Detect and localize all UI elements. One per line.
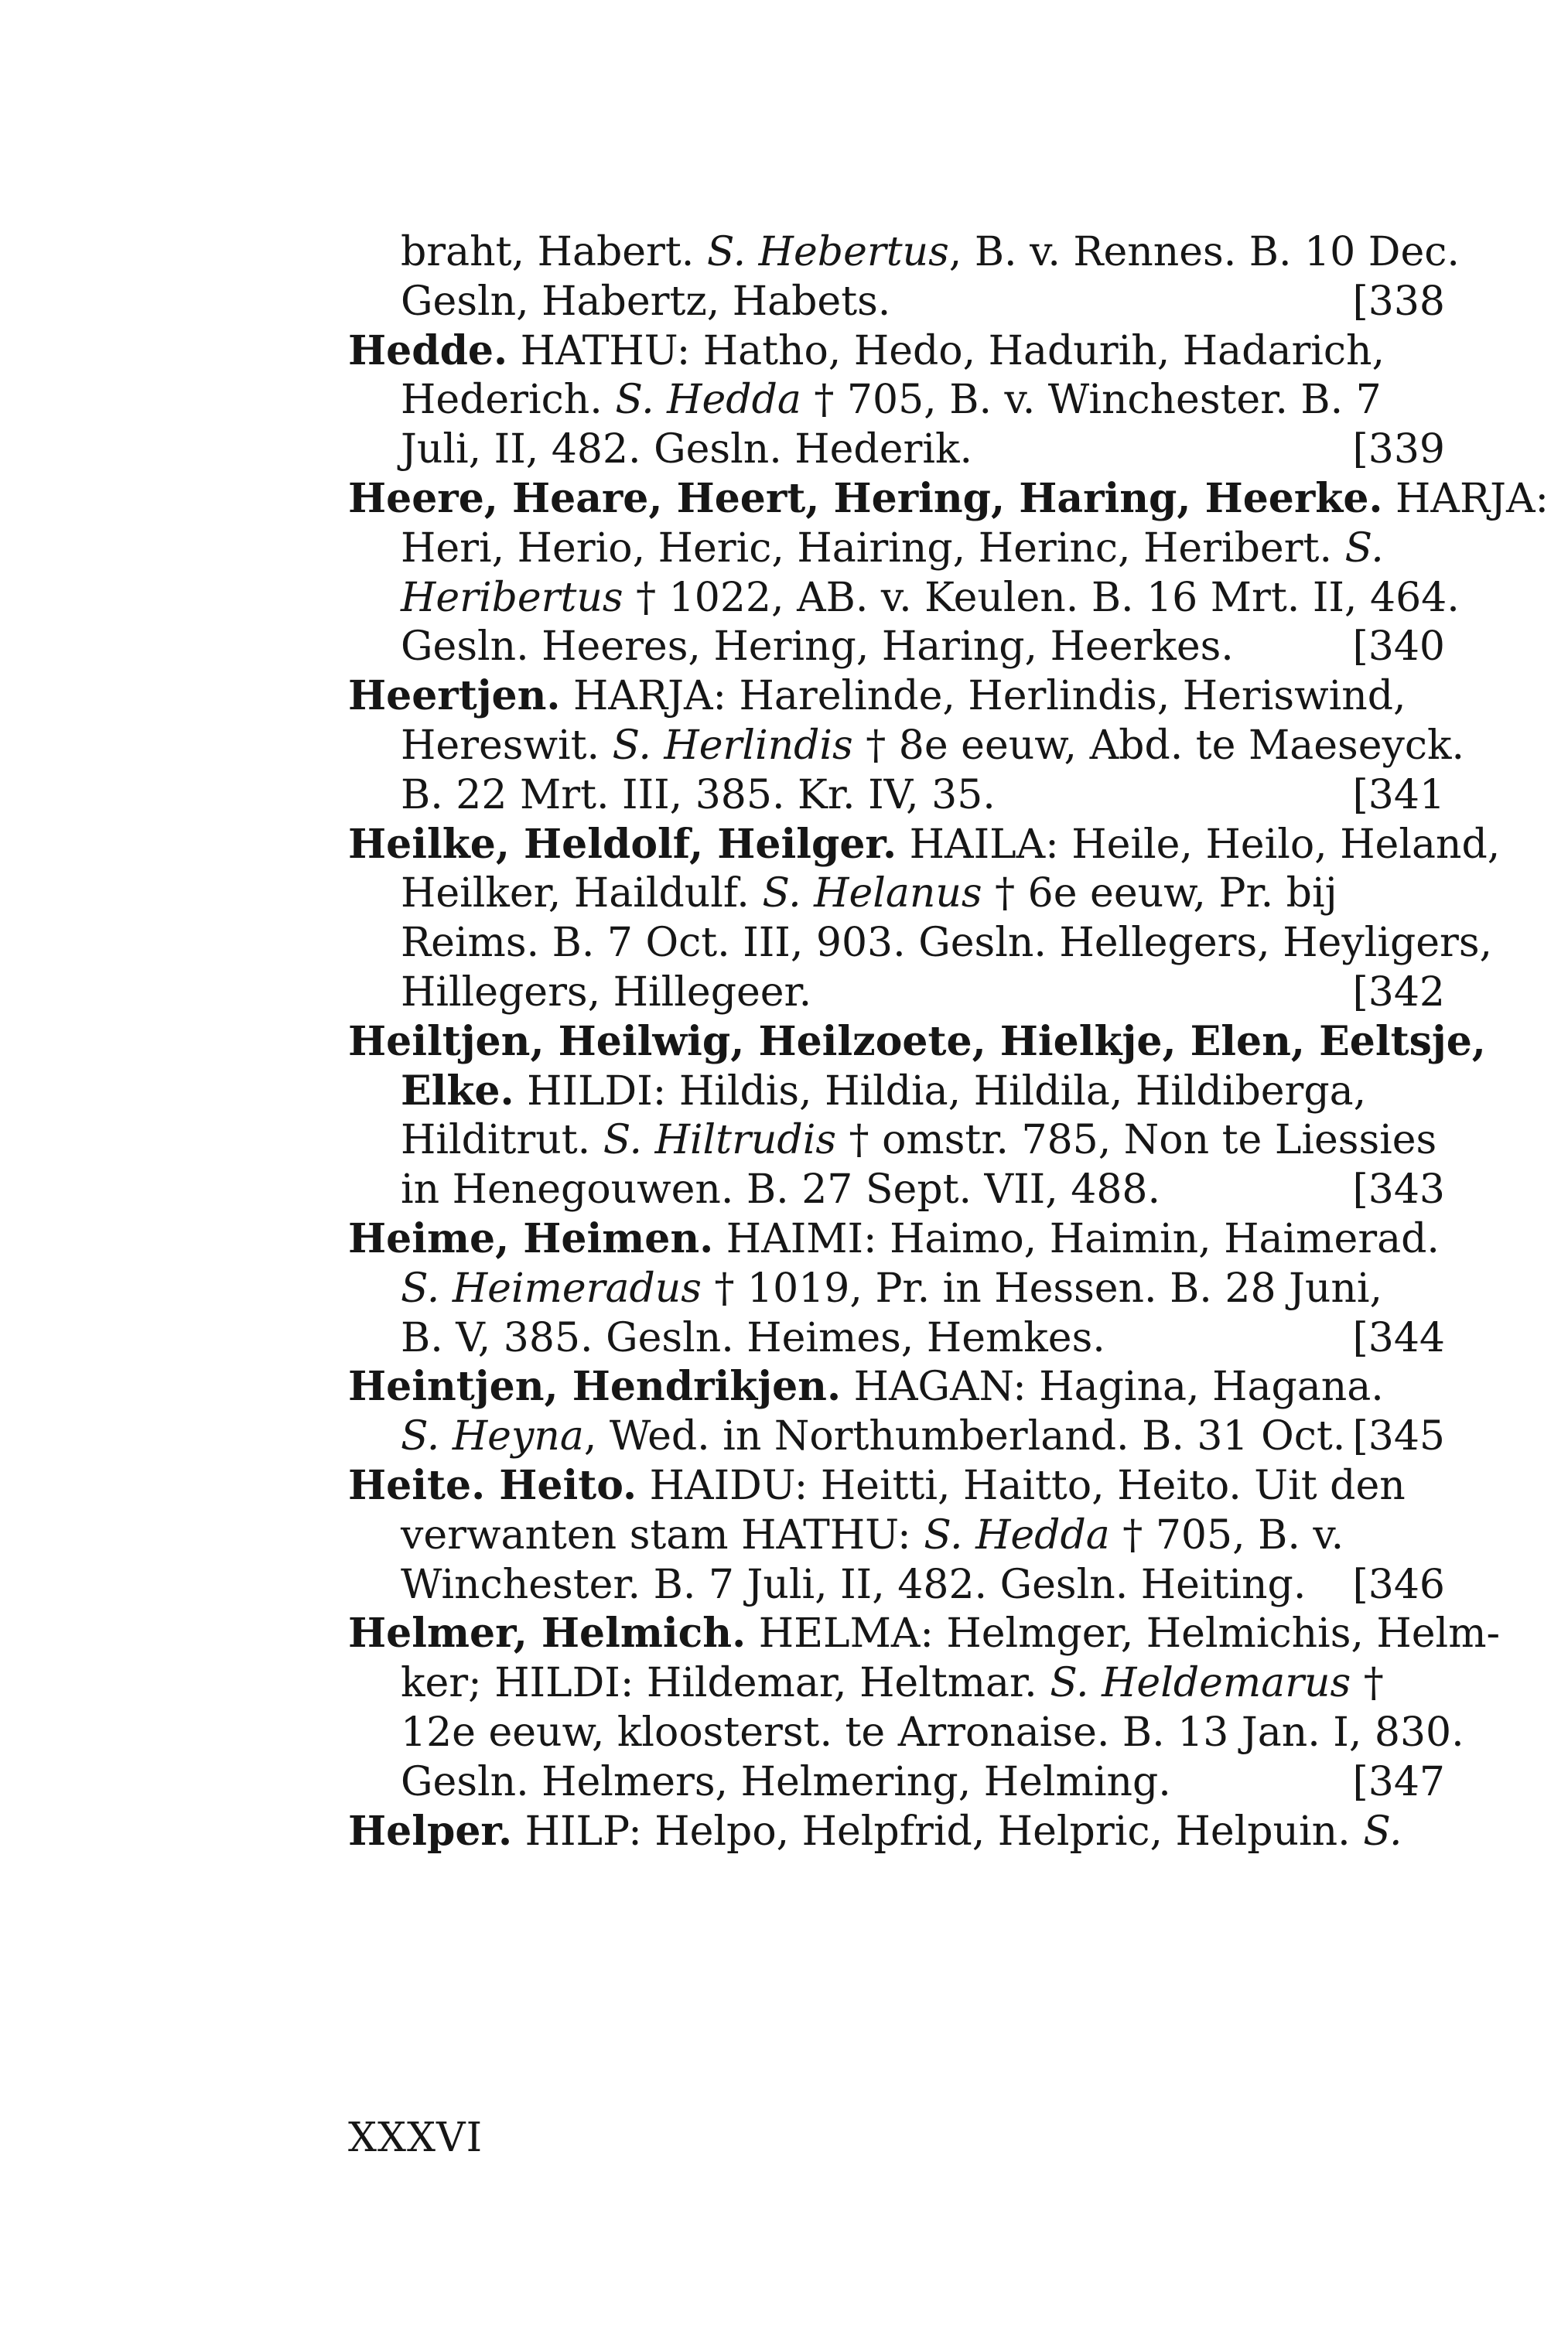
entry-line: [401, 377, 1445, 423]
entry-line: [401, 1562, 1445, 1608]
entry-text: † omstr. 785, Non te Liessies: [836, 1117, 1437, 1164]
entry-line: [401, 722, 1465, 769]
entry-text: † 705, B. v.: [1109, 1511, 1344, 1559]
headword: Heertjen.: [348, 672, 561, 720]
entry-line: [401, 525, 1445, 572]
entry-line: [401, 1265, 1445, 1312]
entry-line: [401, 229, 1460, 275]
entry-text: HARJA:: [1382, 476, 1549, 522]
entry-text: Winchester. B. 7 Juli, II, 482. Gesln. Heiting.: [401, 1561, 1307, 1608]
entry-text: Hillegers, Hillegeer.: [401, 969, 812, 1016]
entry-line: [401, 772, 1445, 818]
entry-text: HARJA: Harelinde, Herlindis, Heriswind,: [560, 673, 1406, 720]
headword: Heiltjen, Heilwig, Heilzoete, Hielkje, Elen, Eeltsje,: [348, 1017, 1486, 1065]
entry-line: [401, 1117, 1445, 1163]
entry-line: [401, 1512, 1445, 1559]
entry-text: HATHU: Hatho, Hedo, Hadurih, Hadarich,: [507, 327, 1385, 374]
entry-text: Juli, II, 482. Gesln. Hederik.: [401, 426, 972, 473]
entry-text: HAIMI: Haimo, Haimin, Haimerad.: [713, 1216, 1440, 1262]
entry-line: [401, 426, 1445, 473]
entry-line: [401, 1166, 1445, 1213]
entry-text: † 705, B. v. Winchester. B. 7: [801, 377, 1382, 424]
page-number: XXXVI: [348, 2115, 483, 2161]
entry-text: Heri, Herio, Heric, Hairing, Herinc, Heribert.: [401, 524, 1345, 572]
entry-text: Gesln. Helmers, Helmering, Helming.: [401, 1758, 1171, 1805]
headword: Helper.: [348, 1807, 513, 1855]
headword: Helmer, Helmich.: [348, 1610, 746, 1658]
entry-reference-number: [338: [1352, 278, 1445, 325]
headword: Heime, Heimen.: [348, 1215, 714, 1262]
entry-line: [401, 1660, 1445, 1706]
saint-name: Hebertus: [758, 229, 949, 275]
saint-name: S. Hedda: [924, 1511, 1110, 1559]
entry-text: HAILA: Heile, Heilo, Heland,: [897, 821, 1501, 868]
entry-text: in Henegouwen. B. 27 Sept. VII, 488.: [401, 1166, 1161, 1214]
entry-line: [401, 1759, 1445, 1805]
headword: Heintjen, Hendrikjen.: [348, 1363, 842, 1411]
entry-reference-number: [339: [1352, 426, 1445, 473]
entry-text: , Wed. in Northumberland. B. 31 Oct.: [583, 1413, 1346, 1460]
saint-name: S. Heldemarus: [1050, 1660, 1351, 1707]
entry-text: †: [1351, 1660, 1384, 1707]
entry-line: [401, 1068, 1445, 1115]
entry-line: [348, 1610, 1501, 1658]
saint-name: S. Hiltrudis: [603, 1117, 837, 1164]
entry-line: [348, 1017, 1486, 1065]
entry-text: † 8e eeuw, Abd. te Maeseyck.: [852, 722, 1465, 769]
entry-text: HILDI: Hildis, Hildia, Hildila, Hildiberga,: [514, 1067, 1367, 1115]
entry-reference-number: [346: [1352, 1561, 1445, 1608]
entry-text: 12e eeuw, kloosterst. te Arronaise. B. 13 Jan. I, 830.: [401, 1709, 1464, 1756]
entry-line: [348, 1216, 1445, 1262]
entry-line: [401, 920, 1493, 967]
entry-line: [348, 820, 1501, 868]
saint-name: S.: [1344, 524, 1384, 572]
entry-text: HAGAN: Hagina, Hagana.: [841, 1364, 1384, 1411]
entry-reference-number: [345: [1352, 1413, 1445, 1460]
saint-name: S. Heimeradus: [401, 1265, 702, 1312]
saint-name: S.: [706, 229, 759, 275]
entry-text: Gesln, Habertz, Habets.: [401, 278, 891, 325]
entry-text: braht, Habert.: [401, 229, 707, 275]
entry-line: [348, 1808, 1445, 1855]
entry-text: Reims. B. 7 Oct. III, 903. Gesln. Hellegers, Heyligers,: [401, 920, 1493, 967]
entry-text: verwanten stam HATHU:: [401, 1511, 924, 1559]
saint-name: Heribertus: [401, 574, 623, 621]
entry-line: [401, 574, 1460, 621]
saint-name: S. Hedda: [615, 377, 801, 424]
entry-reference-number: [340: [1352, 623, 1445, 671]
saint-name: S. Helanus: [762, 870, 982, 917]
headword: Heilke, Heldolf, Heilger.: [348, 820, 897, 868]
entry-text: HILP: Helpo, Helpfrid, Helpric, Helpuin.: [512, 1808, 1364, 1855]
entry-text: HAIDU: Heitti, Haitto, Heito. Uit den: [637, 1463, 1406, 1509]
entry-line: [348, 673, 1445, 719]
entry-line: [401, 278, 1445, 325]
entry-text: Heilker, Haildulf.: [401, 870, 763, 917]
entry-text: † 6e eeuw, Pr. bij: [982, 870, 1337, 917]
headword: Elke.: [401, 1067, 514, 1115]
entry-text: Hereswit.: [401, 722, 613, 769]
entry-line: [348, 1364, 1445, 1410]
saint-name: S.: [1363, 1808, 1402, 1855]
entry-text: B. V, 385. Gesln. Heimes, Hemkes.: [401, 1314, 1105, 1361]
entry-text: Hilditrut.: [401, 1117, 603, 1164]
entry-reference-number: [342: [1352, 969, 1445, 1016]
entry-line: [401, 1709, 1464, 1756]
saint-name: S. Heyna: [401, 1413, 584, 1460]
headword: Heite. Heito.: [348, 1462, 637, 1509]
entry-reference-number: [344: [1352, 1314, 1445, 1361]
entry-text: † 1019, Pr. in Hessen. B. 28 Juni,: [701, 1265, 1383, 1312]
headword: Heere, Heare, Heert, Hering, Haring, Heerke.: [348, 475, 1383, 522]
entry-line: [401, 1315, 1445, 1361]
saint-name: S. Herlindis: [612, 722, 853, 769]
entry-reference-number: [343: [1352, 1166, 1445, 1214]
entry-line: [348, 475, 1549, 522]
entry-line: [401, 969, 1445, 1016]
entry-line: [401, 623, 1445, 670]
entry-line: [401, 870, 1445, 917]
entry-reference-number: [347: [1352, 1758, 1445, 1805]
entry-text: ker; HILDI: Hildemar, Heltmar.: [401, 1660, 1050, 1707]
entry-line: [348, 1463, 1445, 1509]
entry-text: Gesln. Heeres, Hering, Haring, Heerkes.: [401, 623, 1234, 671]
entry-reference-number: [341: [1352, 771, 1445, 818]
entry-text: B. 22 Mrt. III, 385. Kr. IV, 35.: [401, 771, 996, 818]
entry-text: † 1022, AB. v. Keulen. B. 16 Mrt. II, 464.: [623, 574, 1460, 621]
entry-line: [348, 328, 1445, 374]
entry-line: [401, 1413, 1445, 1460]
entry-text: , B. v. Rennes. B. 10 Dec.: [948, 229, 1460, 275]
entry-text: Hederich.: [401, 377, 616, 424]
entry-text: HELMA: Helmger, Helmichis, Helm-: [746, 1610, 1501, 1658]
headword: Hedde.: [348, 326, 508, 374]
